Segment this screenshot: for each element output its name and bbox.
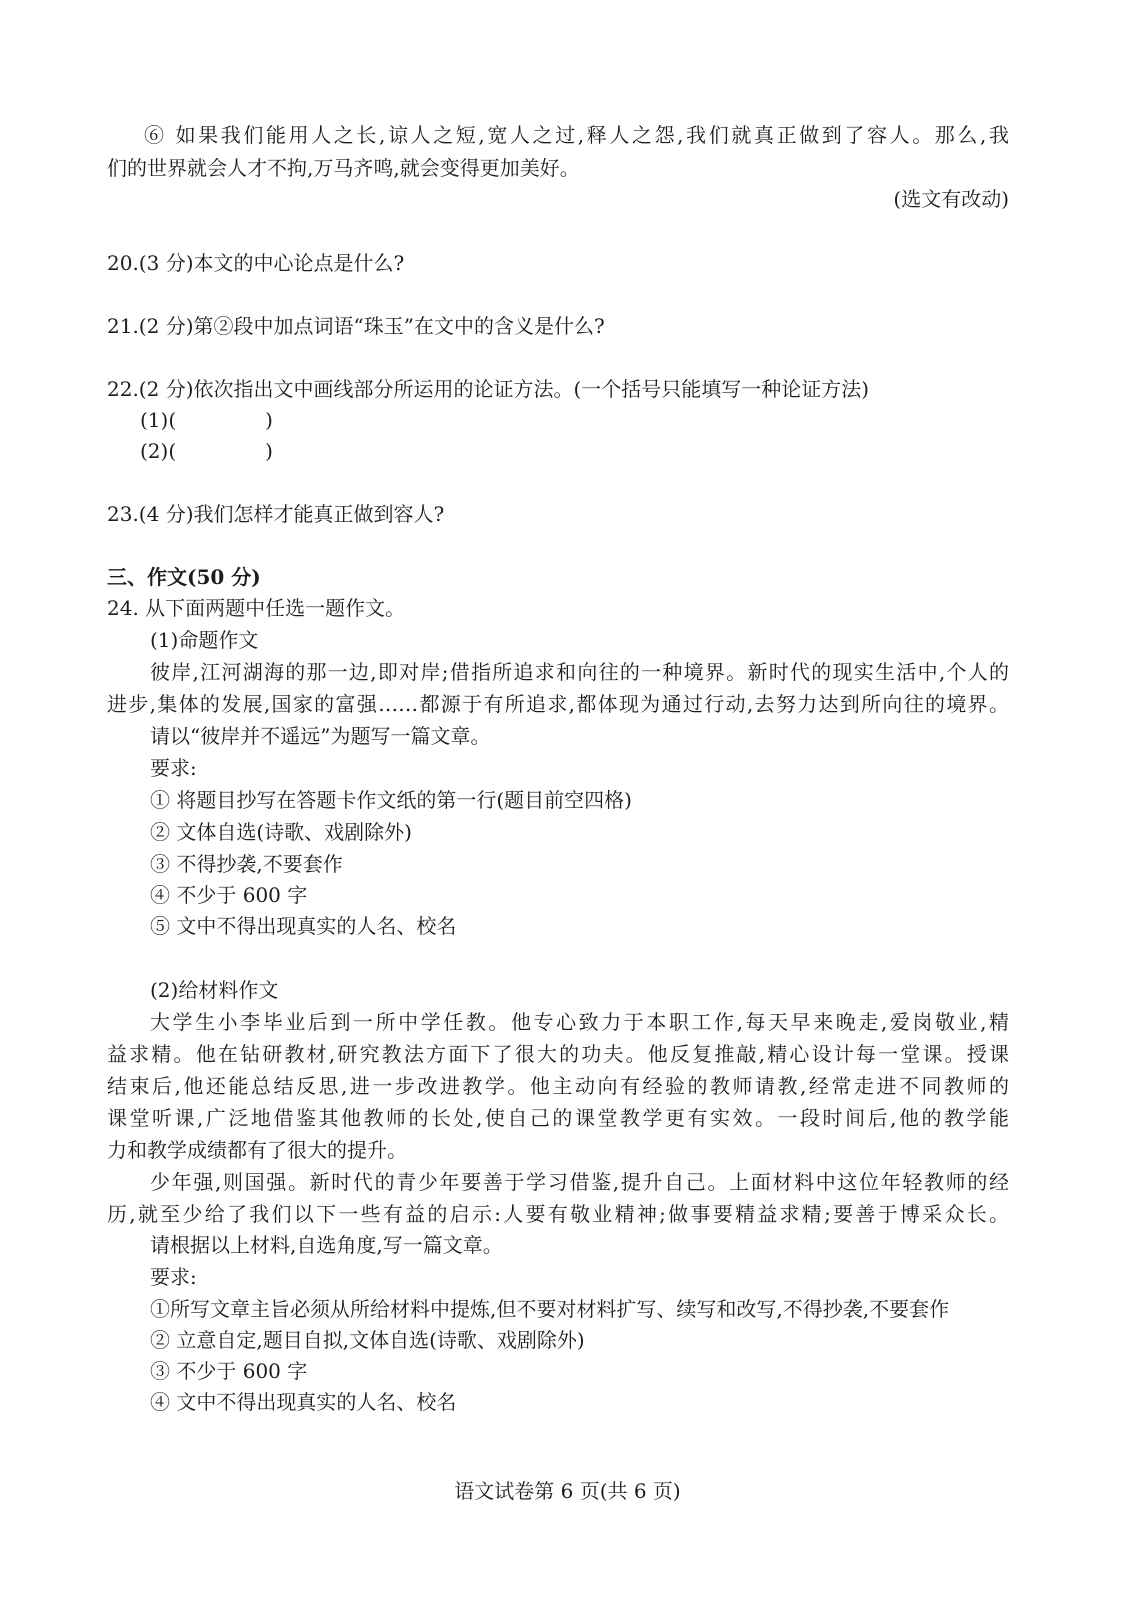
option-1-requirement: ④ 不少于 600 字 bbox=[150, 883, 308, 907]
option-2-requirement: ② 立意自定,题目自拟,文体自选(诗歌、戏剧除外) bbox=[150, 1328, 585, 1352]
source-note: (选文有改动) bbox=[893, 187, 1009, 211]
option-1-requirement: ③ 不得抄袭,不要套作 bbox=[150, 852, 343, 876]
option-2-line: 请根据以上材料,自选角度,写一篇文章。 bbox=[150, 1233, 503, 1257]
option-1-line: 请以“彼岸并不遥远”为题写一篇文章。 bbox=[150, 724, 491, 748]
option-2-title: (2)给材料作文 bbox=[150, 978, 279, 1002]
question-21: 21.(2 分)第②段中加点词语“珠玉”在文中的含义是什么? bbox=[107, 314, 605, 338]
option-2-requirement: ③ 不少于 600 字 bbox=[150, 1359, 308, 1383]
option-2-requirements-label: 要求: bbox=[150, 1265, 197, 1289]
question-22: 22.(2 分)依次指出文中画线部分所运用的论证方法。(一个括号只能填写一种论证方法) bbox=[107, 377, 870, 401]
option-2-line: 结束后,他还能总结反思,进一步改进教学。他主动向有经验的教师请教,经常走进不同教师的 bbox=[107, 1074, 1009, 1098]
option-1-line: 彼岸,江河湖海的那一边,即对岸;借指所追求和向往的一种境界。新时代的现实生活中,个人的 bbox=[150, 660, 1009, 684]
option-2-line: 力和教学成绩都有了很大的提升。 bbox=[107, 1138, 407, 1162]
question-23: 23.(4 分)我们怎样才能真正做到容人? bbox=[107, 502, 445, 526]
passage-paragraph-6-line-2: 们的世界就会人才不拘,万马齐鸣,就会变得更加美好。 bbox=[107, 156, 580, 180]
option-2-requirement: ①所写文章主旨必须从所给材料中提炼,但不要对材料扩写、续写和改写,不得抄袭,不要套作 bbox=[150, 1297, 950, 1321]
section-3-heading: 三、作文(50 分) bbox=[107, 565, 261, 589]
passage-paragraph-6-line-1: ⑥ 如果我们能用人之长,谅人之短,宽人之过,释人之怨,我们就真正做到了容人。那么,我 bbox=[144, 123, 1009, 147]
page-footer: 语文试卷第 6 页(共 6 页) bbox=[454, 1479, 681, 1503]
option-1-requirement: ① 将题目抄写在答题卡作文纸的第一行(题目前空四格) bbox=[150, 788, 632, 812]
option-1-requirements-label: 要求: bbox=[150, 756, 197, 780]
option-1-requirement: ② 文体自选(诗歌、戏剧除外) bbox=[150, 820, 412, 844]
question-24: 24. 从下面两题中任选一题作文。 bbox=[107, 596, 406, 620]
option-2-line: 益求精。他在钻研教材,研究教法方面下了很大的功夫。他反复推敲,精心设计每一堂课。授课 bbox=[107, 1042, 1009, 1066]
option-1-line: 进步,集体的发展,国家的富强……都源于有所追求,都体现为通过行动,去努力达到所向往的境界。 bbox=[107, 692, 1009, 716]
option-2-requirement: ④ 文中不得出现真实的人名、校名 bbox=[150, 1390, 457, 1414]
option-2-line: 少年强,则国强。新时代的青少年要善于学习借鉴,提升自己。上面材料中这位年轻教师的经 bbox=[150, 1170, 1009, 1194]
option-2-line: 历,就至少给了我们以下一些有益的启示:人要有敬业精神;做事要精益求精;要善于博采众长。 bbox=[107, 1202, 1009, 1226]
option-1-requirement: ⑤ 文中不得出现真实的人名、校名 bbox=[150, 914, 457, 938]
option-1-title: (1)命题作文 bbox=[150, 628, 259, 652]
question-20: 20.(3 分)本文的中心论点是什么? bbox=[107, 251, 405, 275]
option-2-line: 大学生小李毕业后到一所中学任教。他专心致力于本职工作,每天早来晚走,爱岗敬业,精 bbox=[150, 1010, 1009, 1034]
question-22-blank-2: (2)( ) bbox=[140, 439, 273, 463]
question-22-blank-1: (1)( ) bbox=[140, 408, 273, 432]
option-2-line: 课堂听课,广泛地借鉴其他教师的长处,使自己的课堂教学更有实效。一段时间后,他的教学能 bbox=[107, 1106, 1009, 1130]
